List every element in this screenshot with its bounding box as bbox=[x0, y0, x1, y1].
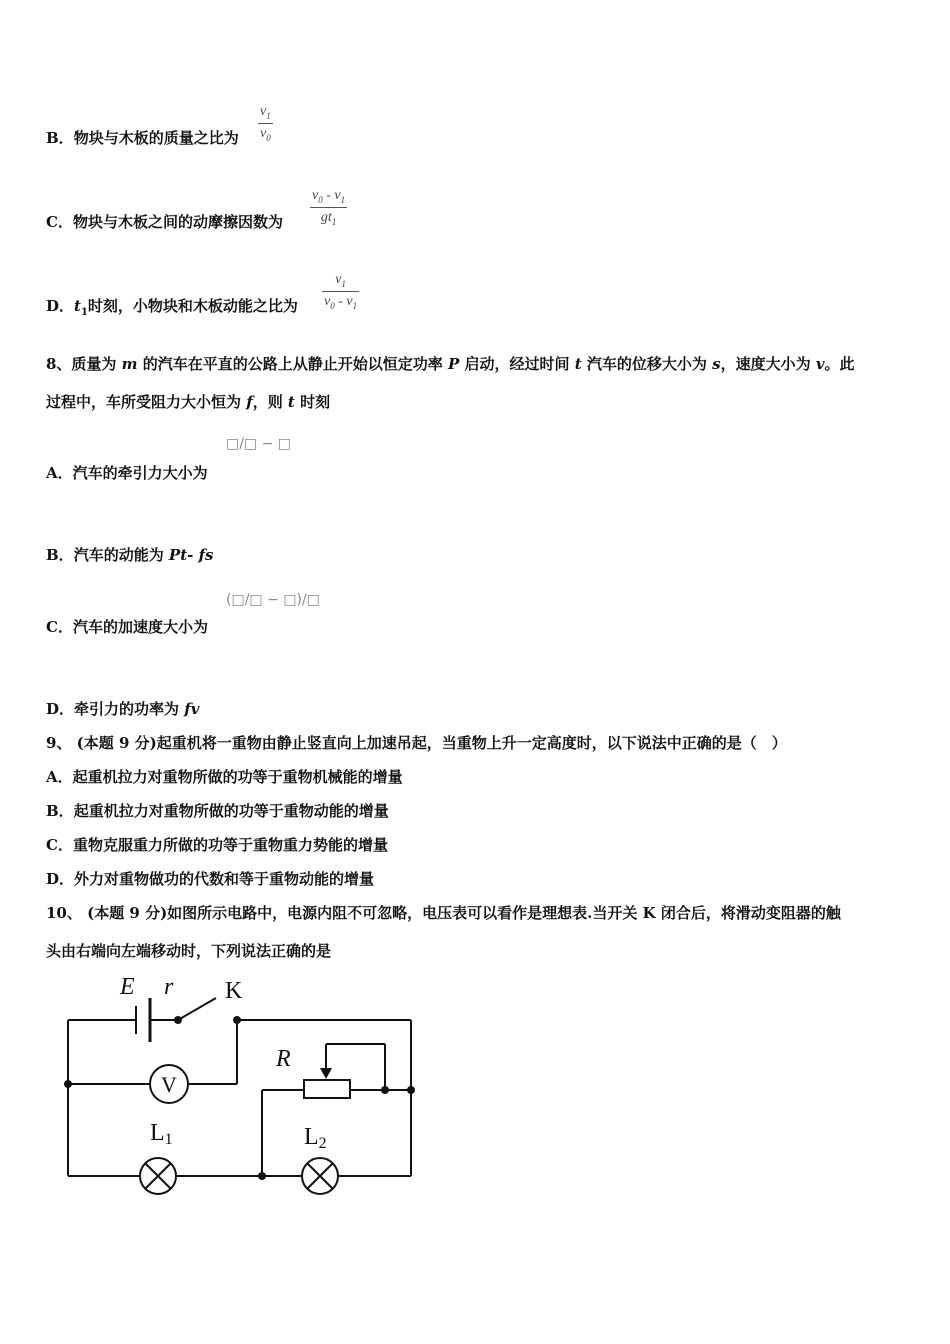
label-k: K bbox=[225, 978, 243, 1004]
label-l2: L2 bbox=[304, 1124, 327, 1152]
q8-option-d: D．牵引力的功率为 fv bbox=[46, 700, 200, 718]
option-text: 物块与木板的质量之比为 bbox=[73, 129, 239, 147]
q7-b-fraction: $v_1$ $v_0$ bbox=[260, 104, 271, 143]
switch-blade bbox=[178, 998, 216, 1020]
option-label: D． bbox=[46, 297, 75, 315]
q7-option-c bbox=[46, 212, 283, 232]
voltmeter-label: V bbox=[161, 1072, 177, 1097]
q7-option-d: D．$t_1$时刻，小物块和木板动能之比为 bbox=[46, 297, 298, 318]
q9-option-b: B．起重机拉力对重物所做的功等于重物动能的增量 bbox=[46, 802, 389, 820]
q8-stem-line2: 过程中，车所受阻力大小恒为 f，则 t 时刻 bbox=[46, 393, 331, 411]
label-e: E bbox=[120, 974, 135, 1000]
q9-option-d: D．外力对重物做功的代数和等于重物动能的增量 bbox=[46, 870, 375, 888]
q7-c-fraction: $v_0 - v_1$ $gt_1$ bbox=[312, 188, 346, 227]
q8-stem-line1: 8、质量为 m 的汽车在平直的公路上从静止开始以恒定功率 P 启动，经过时间 t 汽车的位移大小为 s，速度大小为 v。此 bbox=[46, 355, 855, 373]
label-rheostat: R bbox=[276, 1046, 291, 1072]
slider-arrow-icon bbox=[320, 1068, 332, 1079]
q8-a-formula: □/□ − □ bbox=[226, 436, 292, 452]
circuit-diagram bbox=[58, 968, 428, 1208]
q10-stem-line1: 10、 (本题 9 分)如图所示电路中，电源内阻不可忽略，电压表可以看作是理想表.当开关 K 闭合后，将滑动变阻器的触 bbox=[46, 904, 841, 922]
q9-option-a: A．起重机拉力对重物所做的功等于重物机械能的增量 bbox=[46, 768, 403, 786]
option-text: 时刻，小物块和木板动能之比为 bbox=[87, 297, 298, 315]
q8-option-b: B．汽车的动能为 Pt- fs bbox=[46, 546, 214, 564]
q8-option-a: A．汽车的牵引力大小为 bbox=[46, 464, 208, 482]
option-label: B． bbox=[46, 129, 74, 147]
q9-stem: 9、 (本题 9 分)起重机将一重物由静止竖直向上加速吊起，当重物上升一定高度时，以下说法中正确的是（ ） bbox=[46, 734, 787, 752]
rheostat-body bbox=[304, 1080, 350, 1098]
q9-option-c: C．重物克服重力所做的功等于重物重力势能的增量 bbox=[46, 836, 388, 854]
label-r: r bbox=[164, 974, 174, 1000]
q7-option-b bbox=[46, 128, 239, 148]
junction-dot bbox=[381, 1086, 389, 1094]
junction-dot bbox=[258, 1172, 266, 1180]
option-label: C． bbox=[46, 213, 73, 231]
q10-stem-line2: 头由右端向左端移动时，下列说法正确的是 bbox=[46, 942, 332, 960]
junction-dot bbox=[64, 1080, 72, 1088]
junction-dot bbox=[407, 1086, 415, 1094]
q8-option-c: C．汽车的加速度大小为 bbox=[46, 618, 208, 636]
label-l1: L1 bbox=[150, 1120, 173, 1148]
switch-contact-right bbox=[233, 1016, 241, 1024]
q8-c-formula: (□/□ − □)/□ bbox=[226, 592, 320, 608]
q7-d-fraction: $v_1$ $v_0 - v_1$ bbox=[324, 272, 358, 311]
switch-contact-left bbox=[174, 1016, 182, 1024]
option-text: 物块与木板之间的动摩擦因数为 bbox=[72, 213, 283, 231]
